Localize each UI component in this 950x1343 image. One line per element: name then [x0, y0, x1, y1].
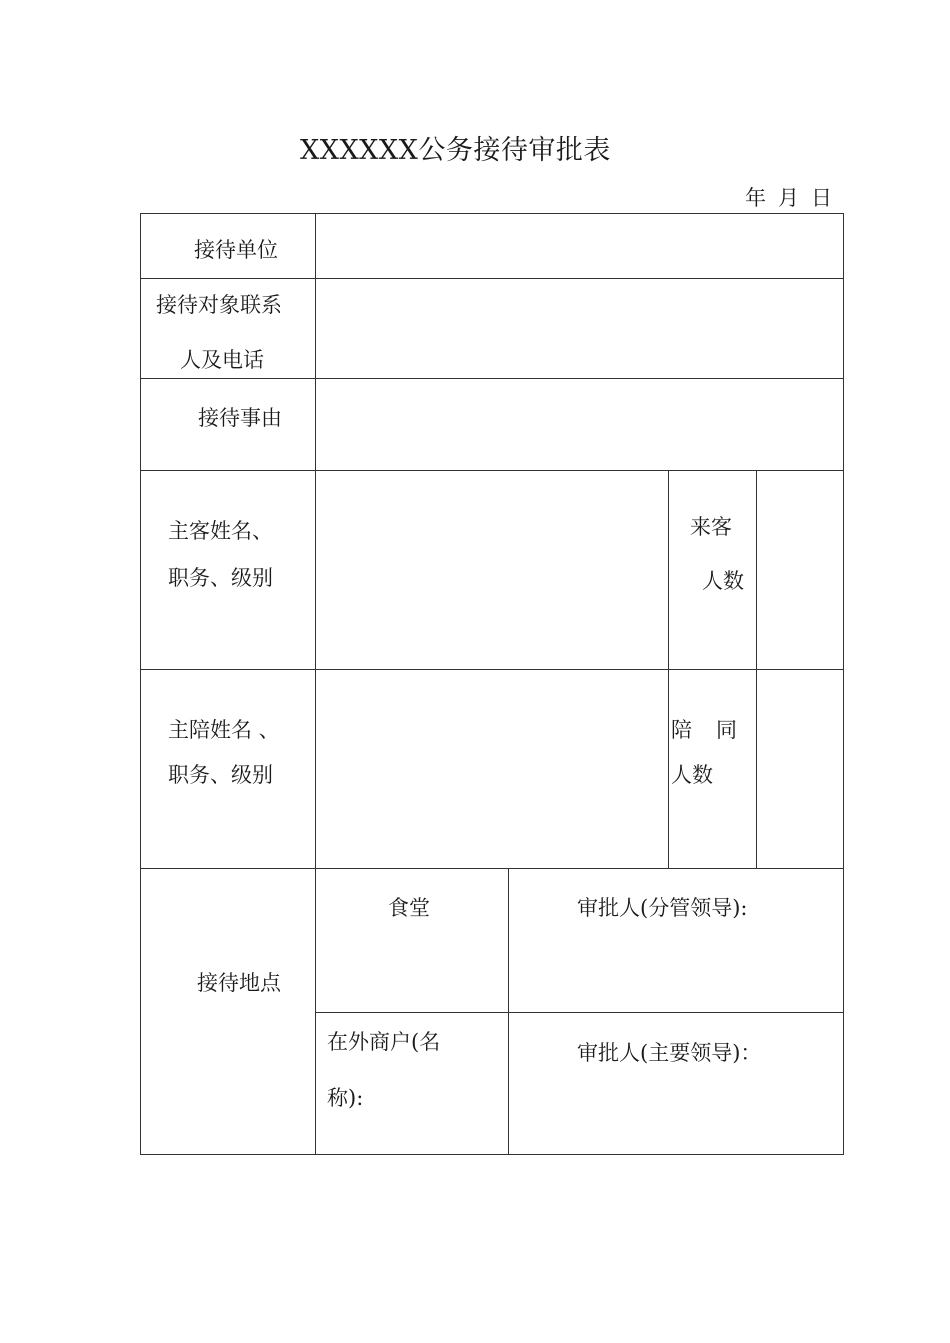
contact-label-line2: 人及电话 — [180, 348, 264, 372]
guest-label-line2: 职务、级别 — [168, 566, 273, 590]
column-divider — [508, 868, 509, 1155]
row-divider — [140, 868, 844, 869]
guest-label-line1: 主客姓名、 — [168, 519, 273, 543]
row-divider — [140, 278, 844, 279]
reception-reason-field[interactable] — [318, 381, 840, 468]
date-month: 月 — [778, 186, 799, 210]
date-year: 年 — [745, 186, 766, 210]
page-title: XXXXXX公务接待审批表 — [300, 135, 611, 166]
row-divider — [140, 378, 844, 379]
canteen-option: 食堂 — [388, 896, 430, 920]
host-label-line2: 职务、级别 — [168, 763, 273, 787]
column-divider — [756, 470, 757, 868]
guest-count-label-line1: 来客 — [690, 515, 732, 539]
reception-location-label: 接待地点 — [197, 971, 281, 995]
reception-reason-label: 接待事由 — [198, 406, 282, 430]
date-line — [745, 182, 832, 212]
outside-vendor-line1: 在外商户(名 — [327, 1030, 441, 1054]
column-divider — [315, 213, 316, 1155]
reception-unit-field[interactable] — [318, 216, 840, 276]
host-count-label-line2: 人数 — [671, 763, 713, 787]
host-count-field[interactable] — [759, 672, 841, 866]
row-divider — [315, 1012, 844, 1013]
row-divider — [140, 470, 844, 471]
column-divider — [668, 470, 669, 868]
approver-main-label: 审批人(主要领导)： — [577, 1041, 762, 1065]
contact-label-line1: 接待对象联系 — [156, 293, 282, 317]
host-field[interactable] — [318, 672, 666, 866]
host-count-label-char2: 同 — [716, 718, 737, 742]
host-label-line1: 主陪姓名 、 — [168, 718, 280, 742]
date-day: 日 — [811, 186, 832, 210]
approver-deputy-label: 审批人(分管领导): — [577, 896, 748, 920]
guest-field[interactable] — [318, 473, 666, 667]
host-count-label-char1: 陪 — [671, 718, 692, 742]
contact-field[interactable] — [318, 281, 840, 376]
guest-count-label-line2: 人数 — [702, 569, 744, 593]
guest-count-field[interactable] — [759, 473, 841, 667]
reception-unit-label: 接待单位 — [194, 238, 278, 262]
outside-vendor-line2: 称): — [327, 1086, 364, 1110]
row-divider — [140, 669, 844, 670]
